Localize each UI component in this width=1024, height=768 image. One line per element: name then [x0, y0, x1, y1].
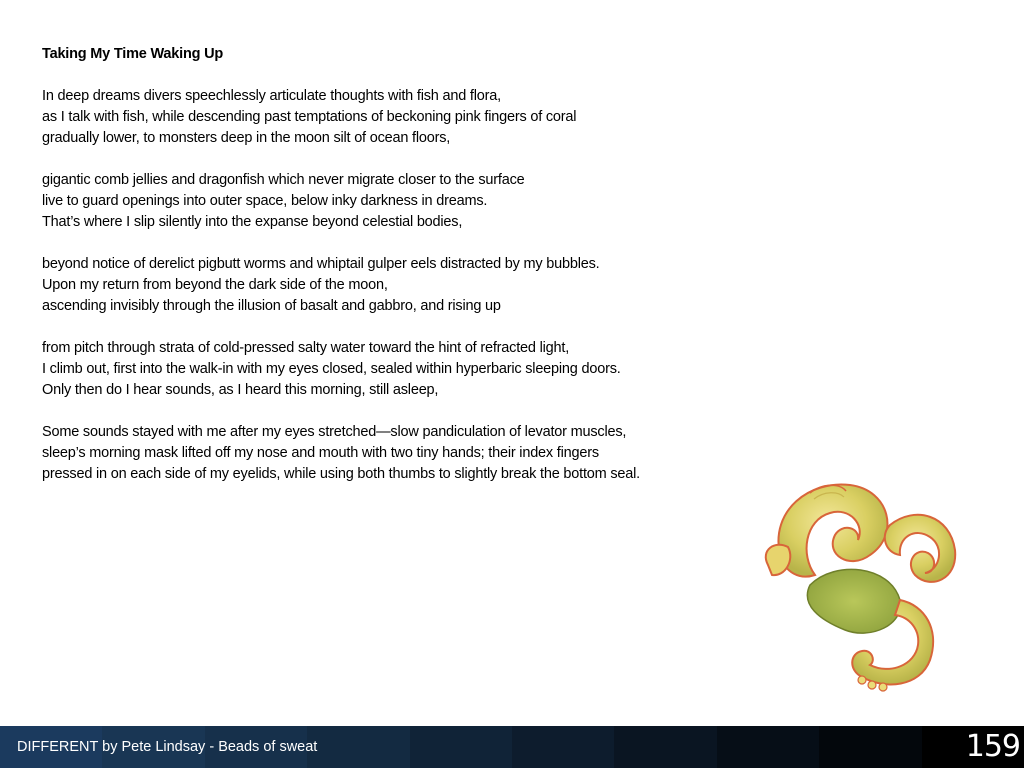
poem-line: Some sounds stayed with me after my eyes stretched—slow pandiculation of levator muscles, — [42, 424, 627, 440]
poem-line: That’s where I slip silently into the expanse beyond celestial bodies, — [42, 214, 463, 230]
poem-line: I climb out, first into the walk-in with my eyes closed, sealed within hyperbaric sleeping doors. — [42, 361, 621, 377]
poem-line: ascending invisibly through the illusion of basalt and gabbro, and rising up — [42, 298, 501, 314]
footer-gradient-segment — [307, 726, 409, 768]
poem-line: as I talk with fish, while descending past temptations of beckoning pink fingers of coral — [42, 109, 577, 125]
footer-bar — [0, 726, 1024, 768]
poem-line: In deep dreams divers speechlessly articulate thoughts with fish and flora, — [42, 88, 501, 104]
footer-gradient-segment — [819, 726, 921, 768]
poem — [42, 44, 742, 506]
stanza — [42, 254, 742, 317]
poem-line: gradually lower, to monsters deep in the moon silt of ocean floors, — [42, 130, 451, 146]
poem-line: live to guard openings into outer space, below inky darkness in dreams. — [42, 193, 488, 209]
poem-line: sleep’s morning mask lifted off my nose and mouth with two tiny hands; their index fingers — [42, 445, 599, 461]
poem-line: from pitch through strata of cold-pressed salty water toward the hint of refracted light, — [42, 340, 570, 356]
page-number: 159 — [965, 729, 1020, 764]
poem-title: Taking My Time Waking Up — [42, 46, 224, 62]
poem-line: Upon my return from beyond the dark side of the moon, — [42, 277, 388, 293]
stanza — [42, 422, 742, 485]
poem-line: pressed in on each side of my eyelids, while using both thumbs to slightly break the bottom seal. — [42, 466, 640, 482]
footer-gradient-segment — [410, 726, 512, 768]
poem-line: Only then do I hear sounds, as I heard this morning, still asleep, — [42, 382, 439, 398]
poem-line: gigantic comb jellies and dragonfish which never migrate closer to the surface — [42, 172, 525, 188]
book-title: DIFFERENT by Pete Lindsay - Beads of sweat — [17, 739, 318, 755]
curled-figure-artwork — [750, 465, 970, 700]
stanza — [42, 338, 742, 401]
poem-line: beyond notice of derelict pigbutt worms and whiptail gulper eels distracted by my bubbles. — [42, 256, 600, 272]
stanza — [42, 170, 742, 233]
footer-gradient-segment — [717, 726, 819, 768]
footer-gradient-segment — [512, 726, 614, 768]
stanza — [42, 86, 742, 149]
footer-gradient-segment — [614, 726, 716, 768]
